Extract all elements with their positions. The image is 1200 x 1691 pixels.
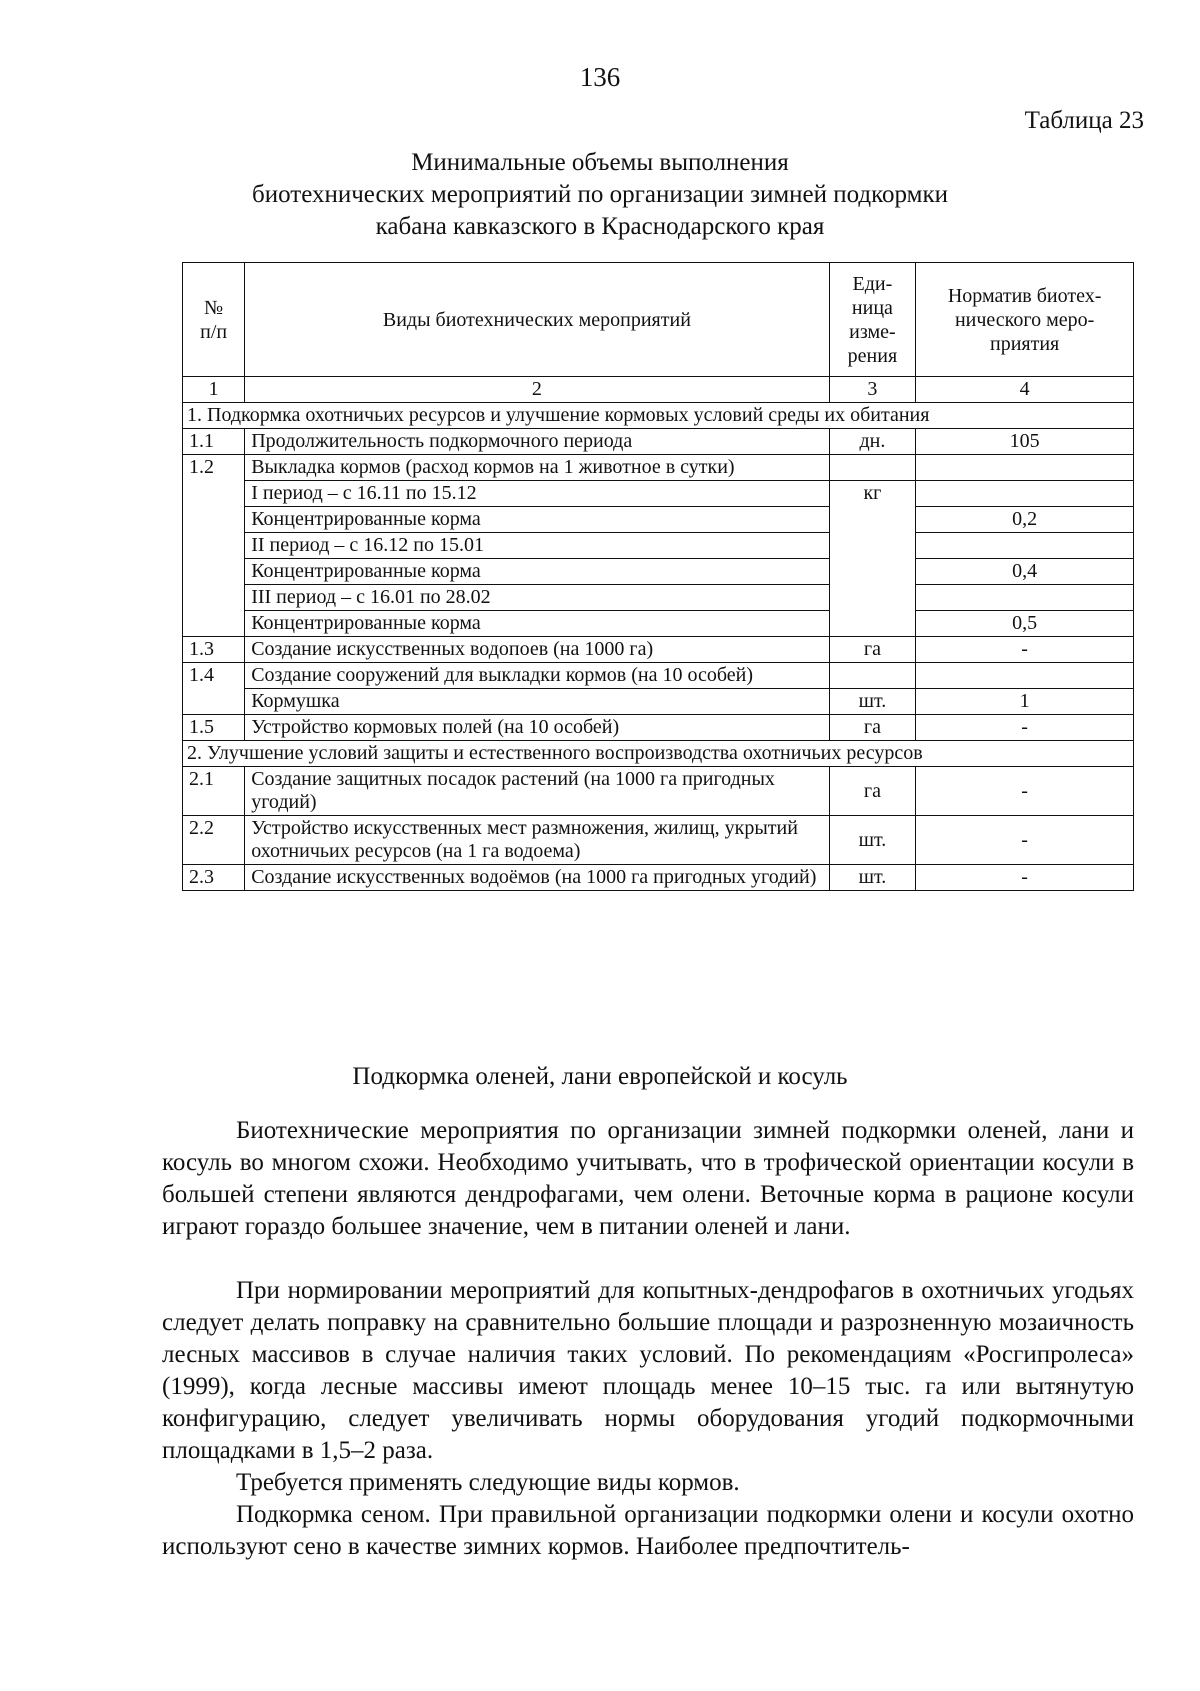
- subrow-activity: Концентрированные корма: [245, 559, 829, 585]
- row-norm: -: [916, 637, 1134, 663]
- row-num: 1.2: [183, 455, 245, 637]
- row-num: 1.4: [183, 663, 245, 715]
- section-1-title: 1. Подкормка охотничьих ресурсов и улучшение кормовых условий среды их обитания: [183, 403, 1134, 429]
- column-number: 2: [245, 377, 829, 403]
- row-unit-empty: [829, 455, 916, 481]
- table-subrow: [183, 559, 1134, 585]
- column-number: 1: [183, 377, 245, 403]
- row-norm: -: [916, 767, 1134, 816]
- row-activity: Создание защитных посадок растений (на 1000 га пригодных угодий): [245, 767, 829, 816]
- table-row: [183, 663, 1134, 689]
- subrow-norm: [916, 481, 1134, 507]
- paragraph: [162, 1467, 1134, 1499]
- biotech-measures-table: [182, 262, 1134, 891]
- table-row: [183, 767, 1134, 816]
- subrow-activity: Концентрированные корма: [245, 507, 829, 533]
- row-num: 2.1: [183, 767, 245, 816]
- table-title-line-3: кабана кавказского в Краснодарского края: [375, 213, 825, 240]
- subrow-activity: Кормушка: [245, 689, 829, 715]
- table-row: [183, 429, 1134, 455]
- row-num: 1.3: [183, 637, 245, 663]
- paragraph: [162, 1275, 1134, 1467]
- row-norm: -: [916, 715, 1134, 741]
- column-number: 3: [829, 377, 916, 403]
- header-num-text: № п/п: [200, 296, 228, 343]
- table-subrow: [183, 611, 1134, 637]
- subrow-norm: 0,2: [916, 507, 1134, 533]
- subrow-unit: шт.: [829, 689, 916, 715]
- row-num: 1.5: [183, 715, 245, 741]
- paragraph-text: Требуется применять следующие виды кормов.: [236, 1469, 740, 1496]
- subrow-norm: 1: [916, 689, 1134, 715]
- section-row: [183, 403, 1134, 429]
- subrow-norm: [916, 533, 1134, 559]
- table-subrow: [183, 533, 1134, 559]
- table-row: [183, 715, 1134, 741]
- table-subrow: [183, 585, 1134, 611]
- row-unit: га: [829, 767, 916, 816]
- header-unit-text: Еди- ница изме- рения: [847, 272, 898, 367]
- row-norm: -: [916, 865, 1134, 891]
- table-row: [183, 637, 1134, 663]
- subrow-activity: II период – с 16.12 по 15.01: [245, 533, 829, 559]
- section-2-title: 2. Улучшение условий защиты и естественного воспроизводства охотничьих ресурсов: [183, 741, 1134, 767]
- paragraph-text: Подкормка сеном. При правильной организации подкормки олени и косули охотно используют сено в качестве зимних кормов. Наиболее предпочтитель-: [162, 1501, 1134, 1560]
- row-unit: шт.: [829, 865, 916, 891]
- subrow-norm: 0,5: [916, 611, 1134, 637]
- row-unit: кг: [829, 481, 916, 637]
- row-norm-empty: [916, 663, 1134, 689]
- table-title-line-1: Минимальные объемы выполнения: [411, 149, 789, 176]
- table-row: [183, 455, 1134, 481]
- row-num: 1.1: [183, 429, 245, 455]
- row-activity: Устройство искусственных мест размножения, жилищ, укрытий охотничьих ресурсов (на 1 га водоема): [245, 816, 829, 865]
- row-activity: Выкладка кормов (расход кормов на 1 животное в сутки): [245, 455, 829, 481]
- header-unit: [829, 263, 916, 377]
- section-heading: Подкормка оленей, лани европейской и косуль: [352, 1063, 848, 1090]
- row-unit: га: [829, 637, 916, 663]
- column-number-row: [183, 377, 1134, 403]
- subrow-activity: I период – с 16.11 по 15.12: [245, 481, 829, 507]
- paragraph: [162, 1115, 1134, 1243]
- table-label: Таблица 23: [1024, 107, 1144, 134]
- row-norm-empty: [916, 455, 1134, 481]
- paragraph-text: Биотехнические мероприятия по организации зимней подкормки оленей, лани и косуль во многом схожи. Необходимо учитывать, что в трофической ориентации косули в большей степени являются дендрофагами, чем олени. Веточные корма в рационе косули играют гораздо большее значение, чем в питании оленей и лани.: [162, 1117, 1134, 1240]
- table-title-line-2: биотехнических мероприятий по организации зимней подкормки: [252, 181, 948, 208]
- table-header-row: [183, 263, 1134, 377]
- row-activity: Продолжительность подкормочного периода: [245, 429, 829, 455]
- paragraph: [162, 1499, 1134, 1563]
- row-unit-empty: [829, 663, 916, 689]
- header-num: [183, 263, 245, 377]
- table-subrow: [183, 481, 1134, 507]
- paragraph-text: При нормировании мероприятий для копытных-дендрофагов в охотничьих угодьях следует делать поправку на сравнительно большие площади и разрозненную мозаичность лесных массивов в случае наличия таких условий. По рекомендациям «Росгипролеса» (1999), когда лесные массивы имеют площадь менее 10–15 тыс. га или вытянутую конфигурацию, следует увеличивать нормы оборудования угодий подкормочными площадками в 1,5–2 раза.: [162, 1277, 1134, 1464]
- row-unit: га: [829, 715, 916, 741]
- subrow-norm: 0,4: [916, 559, 1134, 585]
- row-activity: Устройство кормовых полей (на 10 особей): [245, 715, 829, 741]
- row-norm: 105: [916, 429, 1134, 455]
- page-number: 136: [579, 62, 621, 92]
- row-activity: Создание искусственных водоёмов (на 1000 га пригодных угодий): [245, 865, 829, 891]
- row-norm: -: [916, 816, 1134, 865]
- subrow-activity: Концентрированные корма: [245, 611, 829, 637]
- table-subrow: [183, 689, 1134, 715]
- table-row: [183, 816, 1134, 865]
- subrow-activity: III период – с 16.01 по 28.02: [245, 585, 829, 611]
- header-norm-text: Норматив биотех- нического меро- приятия: [947, 284, 1102, 355]
- table-row: [183, 865, 1134, 891]
- row-activity: Создание сооружений для выкладки кормов (на 10 особей): [245, 663, 829, 689]
- row-num: 2.3: [183, 865, 245, 891]
- row-num: 2.2: [183, 816, 245, 865]
- row-unit: шт.: [829, 816, 916, 865]
- row-activity: Создание искусственных водопоев (на 1000 га): [245, 637, 829, 663]
- row-unit: дн.: [829, 429, 916, 455]
- column-number: 4: [916, 377, 1134, 403]
- table-subrow: [183, 507, 1134, 533]
- subrow-norm: [916, 585, 1134, 611]
- header-activity: Виды биотехнических мероприятий: [245, 263, 829, 377]
- header-norm: [916, 263, 1134, 377]
- section-row: [183, 741, 1134, 767]
